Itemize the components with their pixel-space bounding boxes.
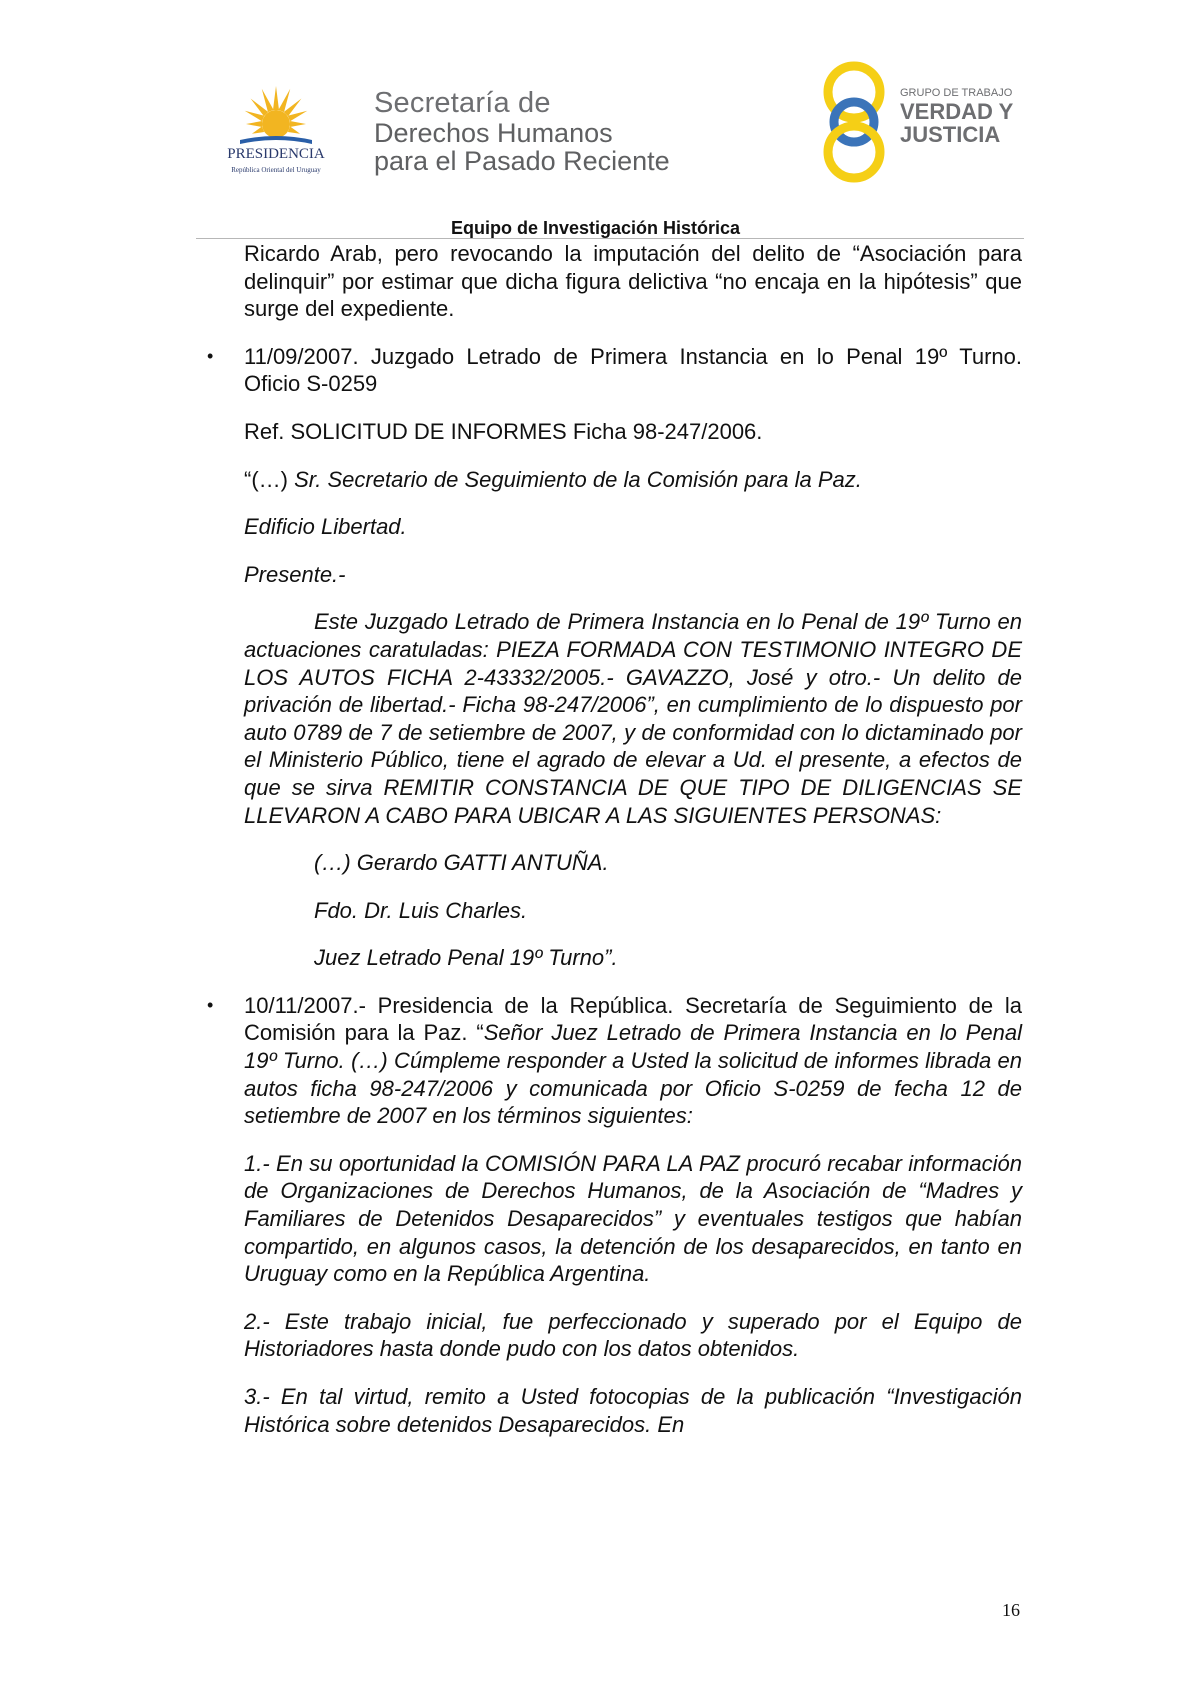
page-body (207, 240, 1022, 1458)
page-header (0, 0, 1191, 250)
gt-line1: GRUPO DE TRABAJO (900, 87, 1013, 99)
item-heading-italic: Señor Juez Letrado de Primera Instancia en lo Penal 19º Turno. (…) Cúmpleme responder a Usted la solicitud de informes librada en autos ficha 98-247/2006 y comunicada por Oficio S-0259 de fecha 12 de setiembre de 2007 en los términos siguientes: (244, 1020, 1022, 1129)
secretaria-title (374, 88, 670, 175)
item-heading (244, 992, 1022, 1130)
header-divider (196, 238, 1024, 239)
oficio-body: Este Juzgado Letrado de Primera Instancia en lo Penal de 19º Turno en actuaciones caratuladas: PIEZA FORMADA CON TESTIMONIO INTEGRO DE LOS AUTOS FICHA 2-43332/2005.- GAVAZZO, José y otro.- Un delito de privación de libertad.- Ficha 98-247/2006”, en cumplimiento de lo dispuesto por auto 0789 de 7 de setiembre de 2007, y de conformidad con lo dictaminado por el Ministerio Público, tiene el agrado de elevar a Ud. el presente, a efectos de que se sirva REMITIR CONSTANCIA DE QUE TIPO DE DILIGENCIAS SE LLEVARON A CABO PARA UBICAR A LAS SIGUIENTES PERSONAS: (244, 609, 1022, 828)
equipo-heading: Equipo de Investigación Histórica (450, 218, 741, 238)
bullet-glyph: • (207, 345, 214, 366)
page-number: 16 (1002, 1600, 1020, 1620)
secretaria-line1: Secretaría de (374, 87, 551, 119)
list-item (207, 992, 1022, 1438)
presidencia-logo (196, 84, 356, 180)
numbered-point-3: 3.- En tal virtud, remito a Usted fotocopias de la publicación “Investigación Histórica sobre detenidos Desaparecidos. En (244, 1384, 1022, 1437)
secretaria-line3: para el Pasado Reciente (374, 146, 670, 176)
list-item (207, 343, 1022, 972)
ref-line: Ref. SOLICITUD DE INFORMES Ficha 98-247/2006. (244, 418, 763, 444)
bullet-glyph: • (207, 994, 214, 1015)
addressee-text: Sr. Secretario de Seguimiento de la Comisión para la Paz. (294, 466, 862, 492)
addressee-line (244, 466, 1022, 494)
numbered-point-1: 1.- En su oportunidad la COMISIÓN PARA LA PAZ procuró recabar información de Organizaciones de Derechos Humanos, de la Asociación de “Madres y Familiares de Detenidos Desaparecidos” y eventuales testigos que habían compartido, en algunos casos, la detención de los desaparecidos, en tanto en Uruguay como en la República Argentina. (244, 1150, 1022, 1287)
gt-line2: VERDAD Y (900, 99, 1014, 124)
presidencia-title: PRESIDENCIA (227, 146, 325, 162)
item-heading: 11/09/2007. Juzgado Letrado de Primera Instancia en lo Penal 19º Turno. Oficio S-0259 (244, 343, 1022, 397)
item-heading-plain: 10/11/2007.- Presidencia de la República. Secretaría de Seguimiento de la Comisión para la Paz. “ (244, 992, 1022, 1046)
quote-open: “(…) (244, 466, 295, 492)
secretaria-line2: Derechos Humanos (374, 118, 613, 148)
person-line: (…) Gerardo GATTI ANTUÑA. (314, 850, 609, 876)
presidencia-subtitle: República Oriental del Uruguay (231, 166, 321, 174)
numbered-point-2: 2.- Este trabajo inicial, fue perfeccionado y superado por el Equipo de Historiadores hasta donde pudo con los datos obtenidos. (244, 1308, 1022, 1362)
edificio-line: Edificio Libertad. (244, 514, 407, 540)
presente-line: Presente.- (244, 561, 346, 587)
judge-line: Juez Letrado Penal 19º Turno”. (314, 945, 618, 971)
gt-line3: JUSTICIA (900, 122, 1001, 147)
signature-line: Fdo. Dr. Luis Charles. (314, 897, 528, 923)
paragraph-continuation: Ricardo Arab, pero revocando la imputación del delito de “Asociación para delinquir” por estimar que dicha figura delictiva “no encaja en la hipótesis” que surge del expediente. (244, 241, 1022, 322)
grupo-trabajo-logo (820, 58, 1030, 184)
